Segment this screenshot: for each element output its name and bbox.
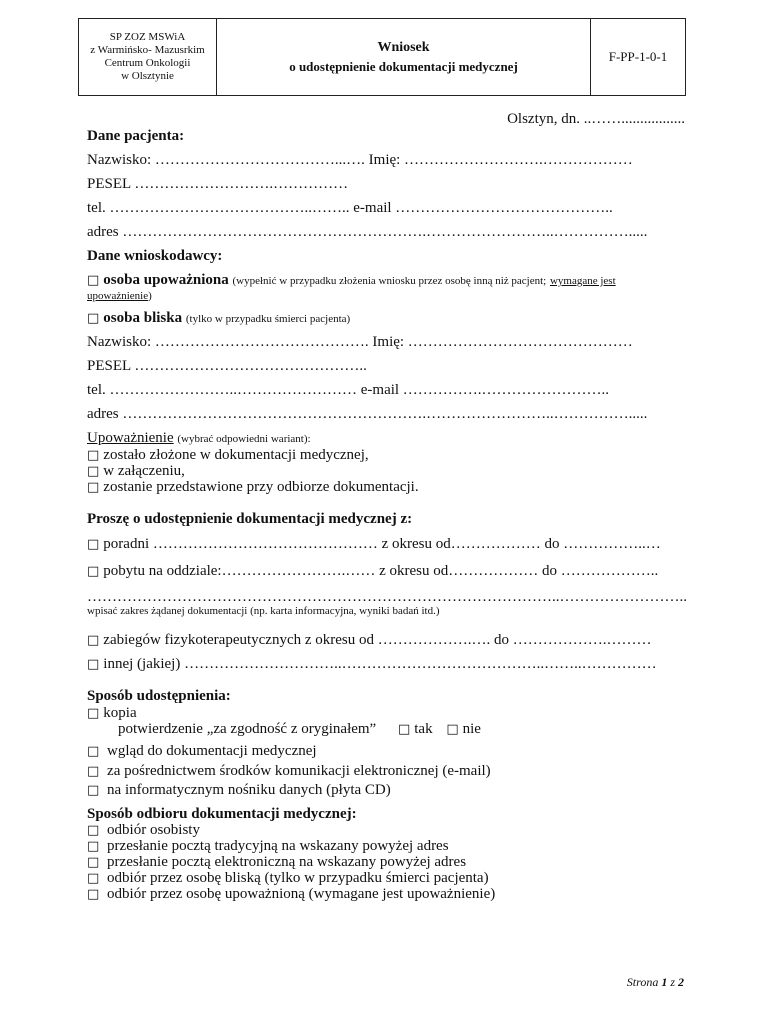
- no-checkbox[interactable]: □: [446, 722, 459, 737]
- option-label: odbiór przez osobę upoważnioną (wymagane jest upoważnienie): [107, 886, 496, 902]
- org-line: SP ZOZ MSWiA: [109, 31, 186, 43]
- authorized-note-close: ): [148, 290, 152, 302]
- authorized-label: osoba upoważniona: [103, 272, 229, 288]
- checkbox[interactable]: □: [87, 480, 100, 495]
- total-pages: 2: [678, 975, 684, 989]
- clinic-field[interactable]: poradni ……………………………………… z okresu od……………… do ……………..…: [103, 536, 661, 552]
- authorized-note-cont: [87, 290, 152, 302]
- authorization-label-row: [87, 430, 311, 447]
- checkbox[interactable]: □: [87, 706, 100, 721]
- organization-cell: [79, 19, 217, 95]
- checkbox[interactable]: □: [87, 464, 100, 479]
- option-label: przesłanie pocztą tradycyjną na wskazany powyżej adres: [107, 838, 449, 854]
- option-label: wgląd do dokumentacji medycznej: [107, 743, 317, 759]
- patient-pesel-field[interactable]: PESEL ……………………….……………: [87, 176, 349, 192]
- checkbox[interactable]: □: [87, 657, 100, 672]
- patient-name-field[interactable]: Nazwisko: ………………………………...…. Imię: ……………………….………………: [87, 152, 633, 168]
- close-person-option[interactable]: [87, 310, 350, 327]
- request-heading: Proszę o udostępnienie dokumentacji medycznej z:: [87, 511, 413, 527]
- copy-option[interactable]: [87, 705, 137, 722]
- option-label: zostało złożone w dokumentacji medycznej,: [103, 447, 369, 463]
- authorization-option[interactable]: [87, 463, 185, 480]
- checkbox[interactable]: □: [87, 839, 100, 854]
- authorized-note-required: wymagane jest: [549, 275, 616, 287]
- checkbox[interactable]: □: [87, 537, 100, 552]
- copy-label: kopia: [103, 705, 137, 721]
- applicant-pesel-field[interactable]: PESEL ………………………………………..: [87, 358, 367, 374]
- current-page: 1: [661, 975, 668, 989]
- option-label: odbiór osobisty: [107, 822, 200, 838]
- checkbox[interactable]: □: [87, 633, 100, 648]
- org-line: Centrum Onkologii: [104, 57, 191, 69]
- authorized-person-option[interactable]: [87, 272, 616, 289]
- checkbox[interactable]: □: [87, 887, 100, 902]
- certification-row: [118, 721, 481, 738]
- checkbox[interactable]: □: [87, 311, 100, 326]
- form-subtitle: o udostępnienie dokumentacji medycznej: [289, 58, 518, 74]
- ward-option[interactable]: [87, 563, 658, 580]
- option-label: zostanie przedstawione przy odbiorze dokumentacji.: [103, 479, 419, 495]
- scope-note: wpisać zakres żądanej dokumentacji (np. karta informacyjna, wyniki badań itd.): [87, 605, 440, 617]
- other-option[interactable]: [87, 656, 657, 673]
- option-label: odbiór przez osobę bliską (tylko w przypadku śmierci pacjenta): [107, 870, 489, 886]
- clinic-option[interactable]: [87, 536, 661, 553]
- yes-checkbox[interactable]: □: [397, 722, 411, 737]
- authorized-note: (wypełnić w przypadku złożenia wniosku przez osobę inną niż pacjent;: [232, 275, 547, 287]
- authorization-note: (wybrać odpowiedni wariant):: [177, 433, 311, 445]
- pickup-option[interactable]: [87, 854, 466, 871]
- pickup-option[interactable]: [87, 886, 495, 903]
- checkbox[interactable]: □: [87, 871, 100, 886]
- close-person-label: osoba bliska: [103, 310, 183, 326]
- form-code: F-PP-1-0-1: [608, 49, 668, 64]
- applicant-address-field[interactable]: adres …………………………………………………….……………………..…………….....: [87, 406, 648, 422]
- option-label: za pośrednictwem środków komunikacji elektronicznej (e-mail): [107, 763, 491, 779]
- checkbox[interactable]: □: [87, 764, 100, 779]
- page-number: [627, 975, 684, 990]
- checkbox[interactable]: □: [87, 448, 100, 463]
- physio-option[interactable]: [87, 632, 652, 649]
- option-label: w załączeniu,: [103, 463, 185, 479]
- pickup-option[interactable]: [87, 838, 449, 855]
- option-label: przesłanie pocztą elektroniczną na wskazany powyżej adres: [107, 854, 467, 870]
- method-option[interactable]: [87, 782, 391, 799]
- method-option[interactable]: [87, 743, 317, 760]
- page-prefix: Strona: [626, 975, 659, 989]
- authorization-label: Upoważnienie: [87, 430, 174, 446]
- checkbox[interactable]: □: [87, 273, 100, 288]
- patient-address-field[interactable]: adres …………………………………………………….……………………..…………….....: [87, 224, 648, 240]
- scope-field[interactable]: …………………………………………………………………………………..……………………..: [87, 589, 687, 605]
- close-person-note: (tylko w przypadku śmierci pacjenta): [185, 313, 351, 325]
- option-label: na informatycznym nośniku danych (płyta CD): [107, 782, 391, 798]
- ward-field[interactable]: pobytu na oddziale:…………………….…… z okresu od……………… do ………………..: [103, 563, 659, 579]
- checkbox[interactable]: □: [87, 855, 100, 870]
- form-header: [78, 18, 686, 96]
- other-field[interactable]: innej (jakiej) …………………………..…………………………………..……..……………: [103, 656, 657, 672]
- pickup-heading: Sposób odbioru dokumentacji medycznej:: [87, 806, 357, 822]
- applicant-contact-field[interactable]: tel. ……………………..…………………… e-mail …………….……………………..: [87, 382, 610, 398]
- applicant-heading: Dane wnioskodawcy:: [87, 248, 223, 264]
- org-line: z Warmińsko- Mazusrkim: [90, 44, 205, 56]
- physio-field[interactable]: zabiegów fizykoterapeutycznych z okresu od ……………….…. do ……………….………: [103, 632, 652, 648]
- form-title: Wniosek: [377, 39, 430, 55]
- method-option[interactable]: [87, 763, 491, 780]
- pickup-option[interactable]: [87, 822, 200, 839]
- org-line: w Olsztynie: [121, 70, 174, 82]
- yes-label: tak: [414, 721, 433, 737]
- authorization-option[interactable]: [87, 447, 369, 464]
- page-sep: z: [670, 975, 675, 989]
- place-date-field[interactable]: Olsztyn, dn. ..…….................: [507, 111, 685, 127]
- patient-heading: Dane pacjenta:: [87, 128, 185, 144]
- method-heading: Sposób udostępnienia:: [87, 688, 231, 704]
- checkbox[interactable]: □: [87, 783, 100, 798]
- checkbox[interactable]: □: [87, 744, 100, 759]
- title-cell: [217, 19, 591, 95]
- patient-contact-field[interactable]: tel. …………………………………..…….. e-mail ……………………………………..: [87, 200, 613, 216]
- certification-label: potwierdzenie „za zgodność z oryginałem”: [118, 721, 377, 737]
- authorization-word: upoważnienie: [87, 290, 149, 302]
- checkbox[interactable]: □: [87, 564, 100, 579]
- authorization-option[interactable]: [87, 479, 419, 496]
- checkbox[interactable]: □: [87, 823, 100, 838]
- applicant-name-field[interactable]: Nazwisko: ……………………………………. Imię: ………………………………………: [87, 334, 633, 350]
- pickup-option[interactable]: [87, 870, 489, 887]
- no-label: nie: [462, 721, 481, 737]
